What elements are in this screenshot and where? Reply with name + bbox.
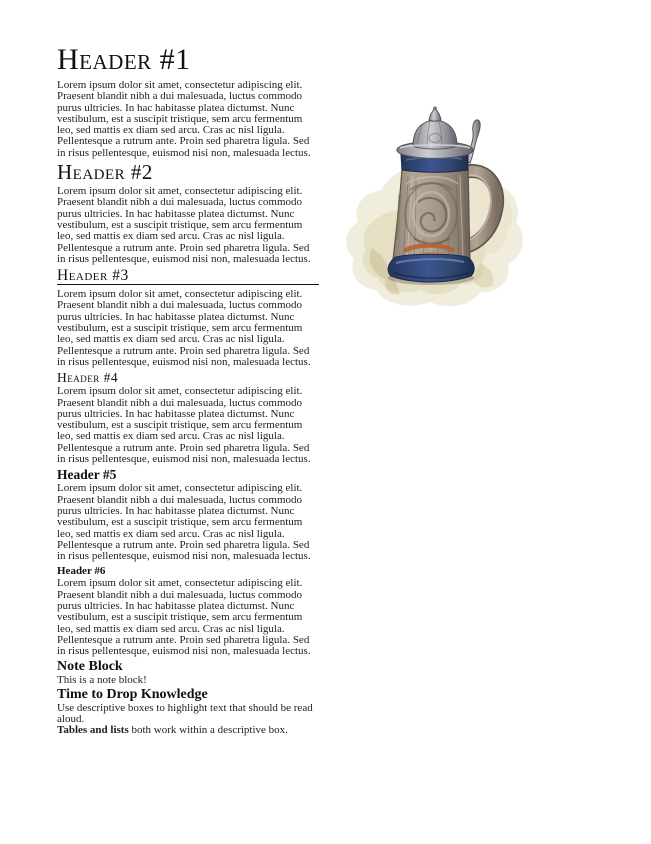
knowledge-title: Time to Drop Knowledge bbox=[57, 686, 208, 702]
knowledge-section bbox=[57, 688, 319, 737]
stein-body bbox=[393, 169, 470, 265]
knowledge-tail: both work within a descriptive box. bbox=[128, 724, 288, 737]
stein-base bbox=[388, 254, 474, 285]
section-5 bbox=[57, 468, 319, 562]
header-3: Header #3 bbox=[57, 268, 319, 285]
section-1 bbox=[57, 44, 319, 159]
section-3-paragraph: Lorem ipsum dolor sit amet, consectetur adipiscing elit. Praesent blandit nibh a dui malesuada, luctus commodo purus ultricies. In hac habitasse platea dictumst. Nunc vestibulum, est a suscipit tristique, sem arcu fermentum leo, sed mattis ex diam sed arcu. Cras ac nisl ligula. Pellentesque a rutrum ante. Proin sed pharetra ligula. Sed in risus pellentesque, euismod nisi non, malesuada lectus. bbox=[57, 288, 311, 368]
header-6: Header #6 bbox=[57, 565, 106, 578]
finial-tip bbox=[433, 107, 437, 111]
section-1-paragraph: Lorem ipsum dolor sit amet, consectetur adipiscing elit. Praesent blandit nibh a dui malesuada, luctus commodo purus ultricies. In hac habitasse platea dictumst. Nunc vestibulum, est a suscipit tristique, sem arcu fermentum leo, sed mattis ex diam sed arcu. Cras ac nisl ligula. Pellentesque a rutrum ante. Proin sed pharetra ligula. Sed in risus pellentesque, euismod nisi non, malesuada lectus. bbox=[57, 79, 311, 159]
note-block-title: Note Block bbox=[57, 659, 123, 675]
header-1: Header #1 bbox=[57, 43, 191, 76]
section-2-paragraph: Lorem ipsum dolor sit amet, consectetur adipiscing elit. Praesent blandit nibh a dui malesuada, luctus commodo purus ultricies. In hac habitasse platea dictumst. Nunc vestibulum, est a suscipit tristique, sem arcu fermentum leo, sed mattis ex diam sed arcu. Cras ac nisl ligula. Pellentesque a rutrum ante. Proin sed pharetra ligula. Sed in risus pellentesque, euismod nisi non, malesuada lectus. bbox=[57, 185, 311, 265]
knowledge-text: Use descriptive boxes to highlight text that should be read aloud. bbox=[57, 701, 313, 726]
section-2 bbox=[57, 162, 319, 265]
knowledge-bold-lead: Tables and lists bbox=[57, 724, 129, 737]
beer-stein-illustration bbox=[338, 98, 538, 313]
stein-lid bbox=[397, 107, 473, 159]
section-6-paragraph: Lorem ipsum dolor sit amet, consectetur adipiscing elit. Praesent blandit nibh a dui malesuada, luctus commodo purus ultricies. In hac habitasse platea dictumst. Nunc vestibulum, est a suscipit tristique, sem arcu fermentum leo, sed mattis ex diam sed arcu. Cras ac nisl ligula. Pellentesque a rutrum ante. Proin sed pharetra ligula. Sed in risus pellentesque, euismod nisi non, malesuada lectus. bbox=[57, 577, 311, 658]
note-block-text: This is a note block! bbox=[57, 674, 147, 687]
header-5: Header #5 bbox=[57, 467, 117, 483]
section-4 bbox=[57, 371, 319, 465]
header-4: Header #4 bbox=[57, 370, 119, 386]
note-block-section bbox=[57, 660, 319, 686]
text-column bbox=[57, 44, 319, 737]
section-3 bbox=[57, 268, 319, 368]
header-2: Header #2 bbox=[57, 160, 153, 185]
knowledge-tables-line bbox=[57, 725, 319, 736]
section-6 bbox=[57, 565, 319, 657]
section-4-paragraph: Lorem ipsum dolor sit amet, consectetur adipiscing elit. Praesent blandit nibh a dui malesuada, luctus commodo purus ultricies. In hac habitasse platea dictumst. Nunc vestibulum, est a suscipit tristique, sem arcu fermentum leo, sed mattis ex diam sed arcu. Cras ac nisl ligula. Pellentesque a rutrum ante. Proin sed pharetra ligula. Sed in risus pellentesque, euismod nisi non, malesuada lectus. bbox=[57, 385, 311, 466]
section-5-paragraph: Lorem ipsum dolor sit amet, consectetur adipiscing elit. Praesent blandit nibh a dui malesuada, luctus commodo purus ultricies. In hac habitasse platea dictumst. Nunc vestibulum, est a suscipit tristique, sem arcu fermentum leo, sed mattis ex diam sed arcu. Cras ac nisl ligula. Pellentesque a rutrum ante. Proin sed pharetra ligula. Sed in risus pellentesque, euismod nisi non, malesuada lectus. bbox=[57, 482, 311, 563]
